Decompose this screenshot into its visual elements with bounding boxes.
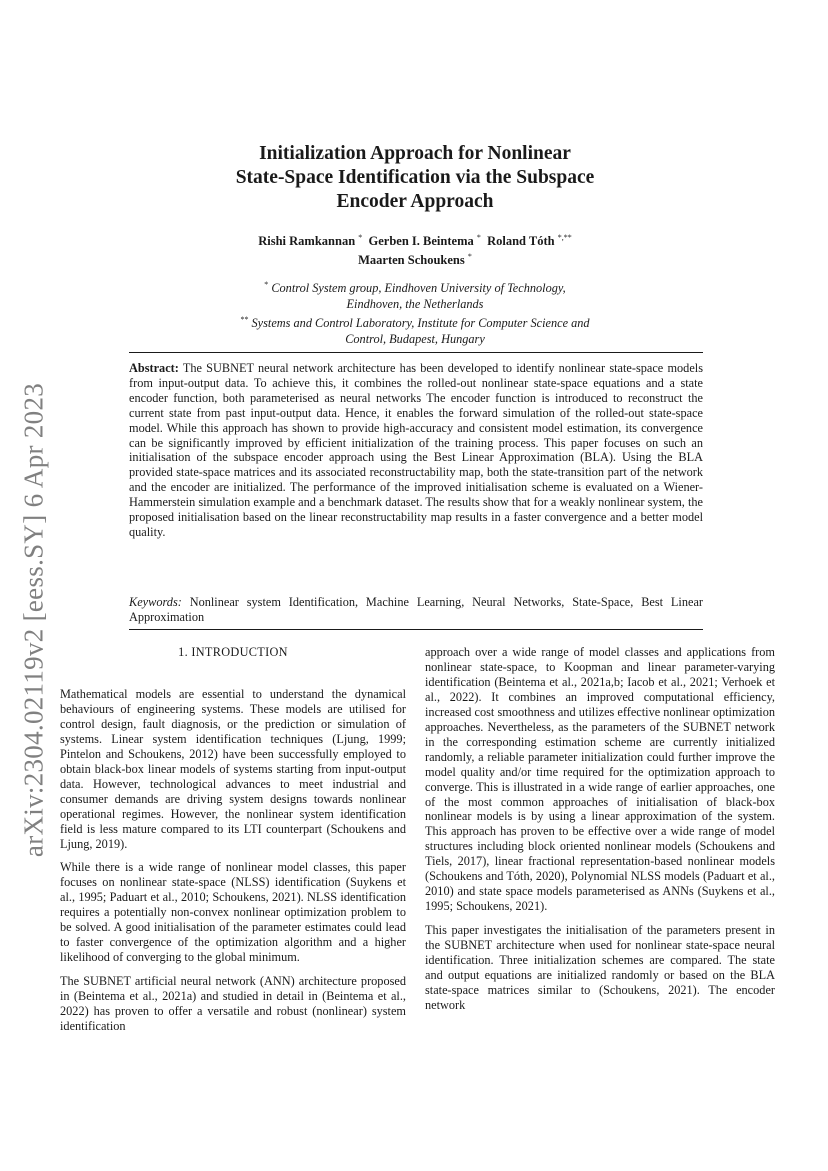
arxiv-identifier: arXiv:2304.02119v2 [eess.SY] 6 Apr 2023: [18, 382, 49, 858]
author-affiliation-mark: *: [467, 252, 472, 262]
abstract-text: The SUBNET neural network architecture has been developed to identify nonlinear state-space models from input-output data. To achieve this, it combines the rolled-out nonlinear state-space equations and a state encoder function, both parameterised as neural networks The encoder function is introduced to reconstruct the current state from past input-output data. Hence, it enables the forward simulation of the rolled-out state-space model. While this approach has shown to provide high-accuracy and consistent model estimation, its convergence can be significantly improved by efficient initialization of the training process. This paper focuses on such an initialisation of the subspace encoder approach using the Best Linear Approximation (BLA). Using the BLA provided state-space matrices and its associated reconstructability map, both the state-transition part of the network and the encoder are initialized. The performance of the improved initialisation scheme is evaluated on a Wiener-Hammerstein simulation example and a benchmark dataset. The results show that for a weakly nonlinear system, the proposed initialisation based on the linear reconstructability map results in a faster convergence and a better model quality.: [129, 361, 703, 539]
arxiv-sidebar: [4, 360, 64, 880]
body-paragraph: While there is a wide range of nonlinear model classes, this paper focuses on nonlinear state-space (NLSS) identification (Suykens et al., 1995; Paduart et al., 2010; Schoukens, 2021). NLSS identification requires a potentially non-convex nonlinear optimization problem to be solved. A good initialisation of the parameter estimates could lead to faster convergence of the optimization algorithm and a higher likelihood of converging to the global minimum.: [60, 860, 406, 965]
affiliation-text: Control System group, Eindhoven University of Technology,: [271, 281, 566, 296]
affiliation-line: Control, Budapest, Hungary: [345, 331, 485, 346]
affiliation-mark: *: [264, 280, 269, 289]
author-affiliation-mark: *: [476, 233, 481, 242]
body-paragraph: This paper investigates the initialisation of the parameters present in the SUBNET architecture when used for nonlinear state-space neural identification. Three initialization schemes are compared. The state and output equations are initialized randomly or based on the BLA state-space matrices similar to (Schoukens, 2021). The encoder network: [425, 923, 775, 1012]
affiliation-line: [150, 312, 680, 332]
body-paragraph: Mathematical models are essential to understand the dynamical behaviours of engineering systems. These models are utilised for control design, fault diagnosis, or the prediction or simulation of systems. Linear system identification techniques (Ljung, 1999; Pintelon and Schoukens, 2012) have been successfully employed to obtain black-box linear models of systems starting from input-output data. However, technological advances to meet industrial and consumer demands are driving system designs towards nonlinear operational regimes. However, the nonlinear system identification field is less mature compared to its LTI counterpart (Schoukens and Ljung, 2019).: [60, 687, 406, 851]
author-name: Maarten Schoukens: [358, 253, 465, 268]
abstract-top-rule: [129, 352, 703, 353]
abstract-label: Abstract:: [129, 361, 179, 375]
affiliation-line: Eindhoven, the Netherlands: [346, 296, 484, 311]
paper-title: [150, 142, 680, 214]
body-paragraph: approach over a wide range of model classes and applications from nonlinear state-space, to Koopman and linear parameter-varying identification (Beintema et al., 2021a,b; Iacob et al., 2021; Verhoek et al., 2022). It combines an improved computational efficiency, increased cost smoothness and utilizes effective nonlinear optimization approaches. Nevertheless, as the parameters of the SUBNET network in the corresponding estimation scheme are currently initialized randomly, a reliable parameter initialization could further improve the model quality and/or time required for the optimization approach to converge. This is illustrated in a wide range of earlier approaches, one of the most common approaches of initialisation of black-box nonlinear models is by using a linear approximation of the system. This approach has proven to be effective over a wide range of model structures including block oriented nonlinear models (Schoukens and Tiels, 2017), linear fractional representation-based nonlinear models (Schoukens and Tóth, 2020), Polynomial NLSS models (Paduart et al., 2010) and state space models parameterised as ANNs (Suykens et al., 1995; Schoukens, 2021).: [425, 645, 775, 914]
abstract: [129, 361, 703, 540]
title-line: State-Space Identification via the Subspace: [235, 167, 595, 188]
author-name: Rishi Ramkannan: [258, 234, 356, 249]
left-column: [60, 687, 406, 1043]
keywords-label: Keywords:: [129, 595, 182, 609]
keywords-bottom-rule: [129, 629, 703, 630]
section-heading: 1. INTRODUCTION: [178, 645, 288, 659]
keywords: [129, 595, 703, 625]
author-name: Roland Tóth: [487, 234, 555, 249]
keywords-text: Nonlinear system Identification, Machine Learning, Neural Networks, State-Space, Best Linear Approximation: [129, 595, 704, 624]
title-line: Initialization Approach for Nonlinear: [259, 143, 571, 164]
affiliation-text: Systems and Control Laboratory, Institute for Computer Science and: [251, 316, 590, 331]
right-column: [425, 645, 775, 1022]
body-paragraph: The SUBNET artificial neural network (ANN) architecture proposed in (Beintema et al., 2021a) and studied in detail in (Beintema et al., 2022) has proven to offer a versatile and robust (nonlinear) system identification: [60, 974, 406, 1034]
author-line: [150, 230, 680, 249]
author-affiliation-mark: *,**: [557, 233, 572, 242]
author-list: [150, 230, 680, 268]
affiliations: [150, 277, 680, 347]
author-name: Gerben I. Beintema: [368, 234, 474, 249]
affiliation-mark: **: [240, 315, 249, 325]
title-line: Encoder Approach: [336, 191, 494, 212]
author-affiliation-mark: *: [358, 233, 363, 242]
author-line: [150, 249, 680, 268]
affiliation-line: [150, 277, 680, 297]
